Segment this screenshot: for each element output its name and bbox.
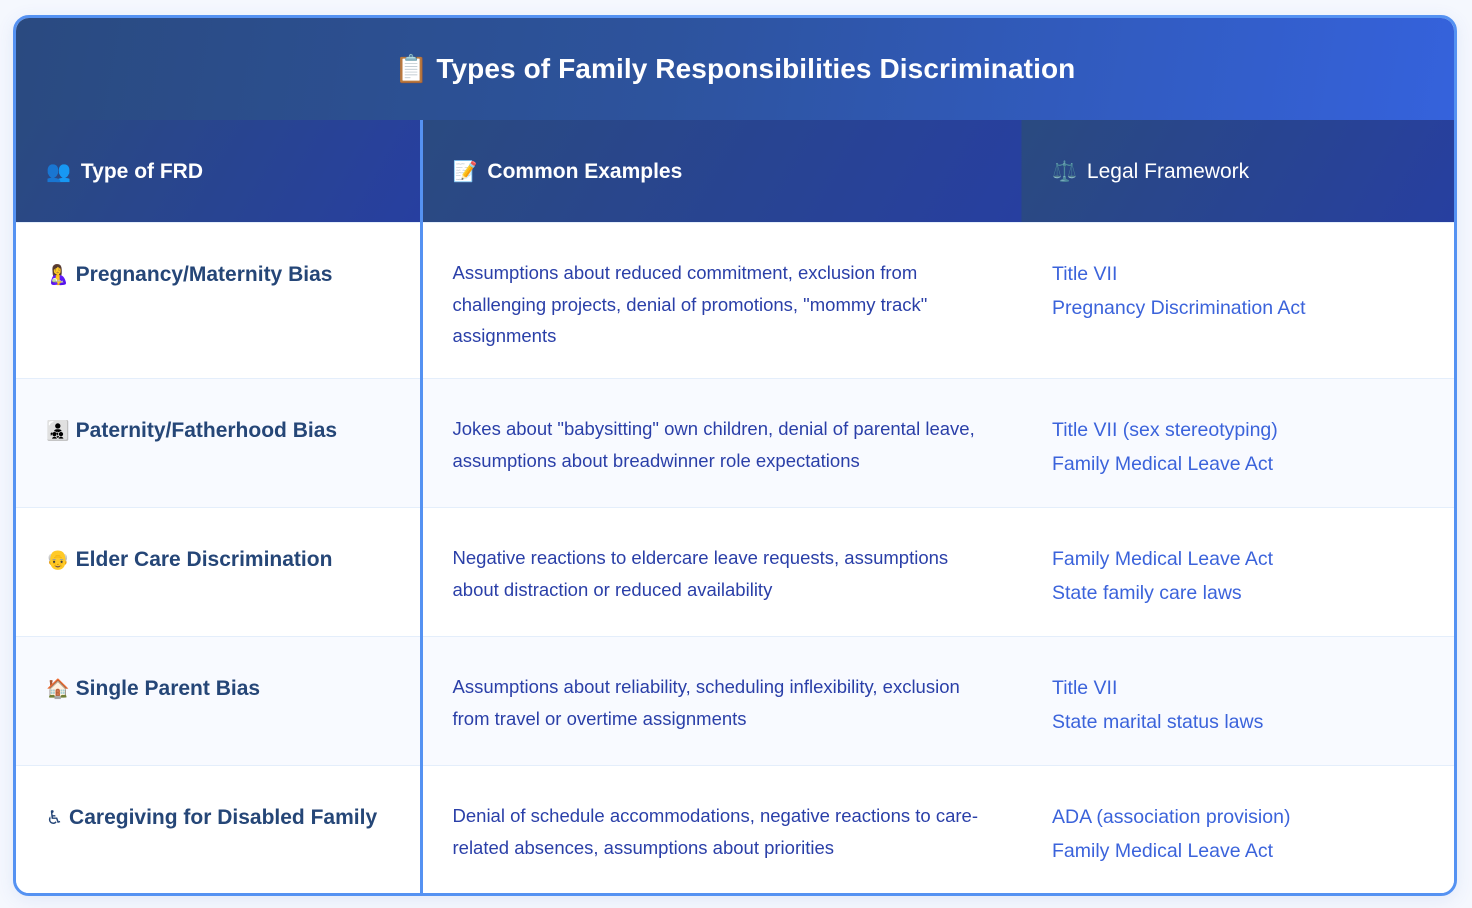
examples-cell: Negative reactions to eldercare leave requests, assumptions about distraction or reduced availability xyxy=(421,508,1022,637)
table-row xyxy=(16,508,1454,637)
law-item: Family Medical Leave Act xyxy=(1052,840,1274,862)
legal-cell xyxy=(1022,766,1454,897)
table-header-row xyxy=(16,120,1454,223)
people-icon: 👥 xyxy=(46,160,71,183)
column-header-legal xyxy=(1022,120,1454,223)
wheelchair-icon: ♿ xyxy=(46,808,64,829)
examples-cell: Jokes about "babysitting" own children, denial of parental leave, assumptions about breadwinner role expectations xyxy=(421,379,1022,508)
frd-type-label: Paternity/Fatherhood Bias xyxy=(75,419,338,442)
examples-cell: Assumptions about reduced commitment, exclusion from challenging projects, denial of promotions, "mommy track" assignments xyxy=(421,223,1022,379)
table-row xyxy=(16,379,1454,508)
house-icon: 🏠 xyxy=(46,679,70,700)
frd-table xyxy=(16,120,1454,896)
scales-icon: ⚖️ xyxy=(1052,160,1077,183)
frd-table-card xyxy=(13,15,1457,896)
law-item: Title VII (sex stereotyping) xyxy=(1052,419,1278,441)
clipboard-icon: 📋 xyxy=(394,54,429,84)
column-header-examples xyxy=(421,120,1022,223)
woman-feeding-baby-icon: 🤱 xyxy=(46,265,70,286)
law-item: ADA (association provision) xyxy=(1052,806,1291,828)
law-item: Title VII xyxy=(1052,677,1118,699)
table-row xyxy=(16,223,1454,379)
frd-type-label: Caregiving for Disabled Family xyxy=(69,806,378,829)
law-item: State marital status laws xyxy=(1052,711,1264,733)
frd-type-label: Single Parent Bias xyxy=(75,677,261,700)
legal-cell xyxy=(1022,379,1454,508)
frd-type-label: Elder Care Discrimination xyxy=(75,548,333,571)
table-row xyxy=(16,637,1454,766)
frd-type-cell xyxy=(16,379,421,508)
frd-type-cell xyxy=(16,223,421,379)
column-header-label: Common Examples xyxy=(487,159,683,183)
table-row xyxy=(16,766,1454,897)
law-item: Pregnancy Discrimination Act xyxy=(1052,297,1306,319)
column-header-label: Type of FRD xyxy=(80,159,204,183)
frd-type-cell xyxy=(16,508,421,637)
table-title xyxy=(16,18,1454,120)
older-person-icon: 👴 xyxy=(46,550,70,571)
law-item: State family care laws xyxy=(1052,582,1242,604)
memo-icon: 📝 xyxy=(452,160,478,183)
family-icon: 👨‍👧‍👦 xyxy=(46,421,70,442)
examples-cell: Assumptions about reliability, scheduling inflexibility, exclusion from travel or overtime assignments xyxy=(421,637,1022,766)
law-item: Family Medical Leave Act xyxy=(1052,453,1274,475)
frd-type-cell xyxy=(16,637,421,766)
column-header-type xyxy=(16,120,421,223)
legal-cell xyxy=(1022,223,1454,379)
frd-type-label: Pregnancy/Maternity Bias xyxy=(75,263,333,286)
table-title-text: Types of Family Responsibilities Discrimination xyxy=(436,53,1076,84)
law-item: Title VII xyxy=(1052,263,1118,285)
frd-type-cell xyxy=(16,766,421,897)
law-item: Family Medical Leave Act xyxy=(1052,548,1274,570)
column-header-label: Legal Framework xyxy=(1086,159,1250,183)
legal-cell xyxy=(1022,637,1454,766)
examples-cell: Denial of schedule accommodations, negative reactions to care-related absences, assumptions about priorities xyxy=(421,766,1022,897)
legal-cell xyxy=(1022,508,1454,637)
